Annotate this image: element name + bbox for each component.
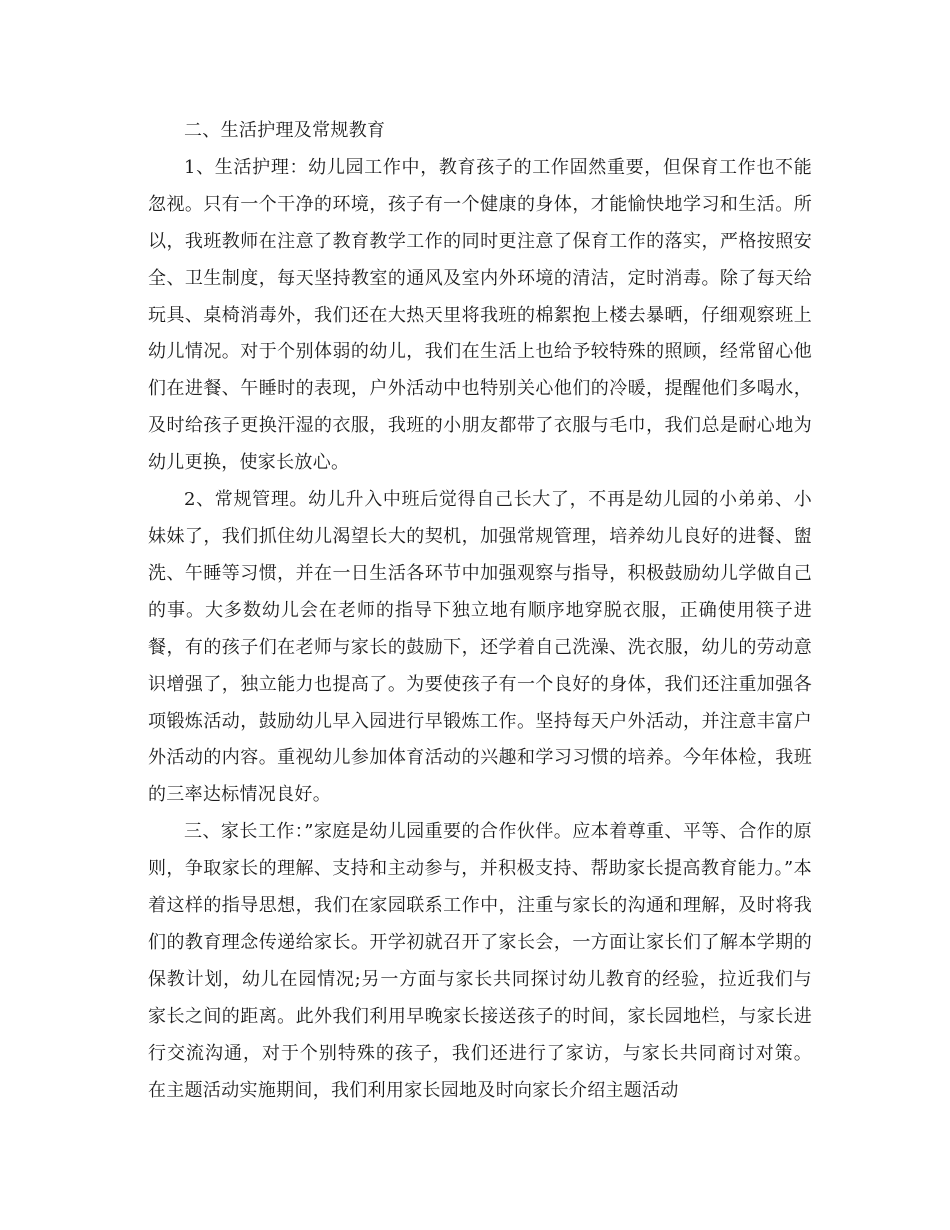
- paragraph-routine-management: 2、常规管理。幼儿升入中班后觉得自己长大了，不再是幼儿园的小弟弟、小妹妹了，我们抓住幼儿渴望长大的契机，加强常规管理，培养幼儿良好的进餐、盥洗、午睡等习惯，并在一日生活各环节中加强观察与指导，积极鼓励幼儿学做自己的事。大多数幼儿会在老师的指导下独立地有顺序地穿脱衣服，正确使用筷子进餐，有的孩子们在老师与家长的鼓励下，还学着自己洗澡、洗衣服，幼儿的劳动意识增强了，独立能力也提高了。为要使孩子有一个良好的身体，我们还注重加强各项锻炼活动，鼓励幼儿早入园进行早锻炼工作。坚持每天户外活动，并注意丰富户外活动的内容。重视幼儿参加体育活动的兴趣和学习习惯的培养。今年体检，我班的三率达标情况良好。: [148, 489, 812, 806]
- document-body: [148, 113, 812, 1109]
- paragraph-life-care: 1、生活护理：幼儿园工作中，教育孩子的工作固然重要，但保育工作也不能忽视。只有一个干净的环境，孩子有一个健康的身体，才能愉快地学习和生活。所以，我班教师在注意了教育教学工作的同时更注意了保育工作的落实，严格按照安全、卫生制度，每天坚持教室的通风及室内外环境的清洁，定时消毒。除了每天给玩具、桌椅消毒外，我们还在大热天里将我班的棉絮抱上楼去暴晒，仔细观察班上幼儿情况。对于个别体弱的幼儿，我们在生活上也给予较特殊的照顾，经常留心他们在进餐、午睡时的表现，户外活动中也特别关心他们的冷暖，提醒他们多喝水，及时给孩子更换汗湿的衣服，我班的小朋友都带了衣服与毛巾，我们总是耐心地为幼儿更换，使家长放心。: [148, 156, 812, 474]
- paragraph-parent-work: 三、家长工作：”家庭是幼儿园重要的合作伙伴。应本着尊重、平等、合作的原则，争取家长的理解、支持和主动参与，并积极支持、帮助家长提高教育能力。”本着这样的指导思想，我们在家园联系工作中，注重与家长的沟通和理解，及时将我们的教育理念传递给家长。开学初就召开了家长会，一方面让家长们了解本学期的保教计划，幼儿在园情况;另一方面与家长共同探讨幼儿教育的经验，拉近我们与家长之间的距离。此外我们利用早晚家长接送孩子的时间，家长园地栏，与家长进行交流沟通，对于个别特殊的孩子，我们还进行了家访，与家长共同商讨对策。 在主题活动实施期间，我们利用家长园地及时向家长介绍主题活动: [148, 821, 812, 1101]
- section-heading: 二、生活护理及常规教育: [184, 120, 386, 141]
